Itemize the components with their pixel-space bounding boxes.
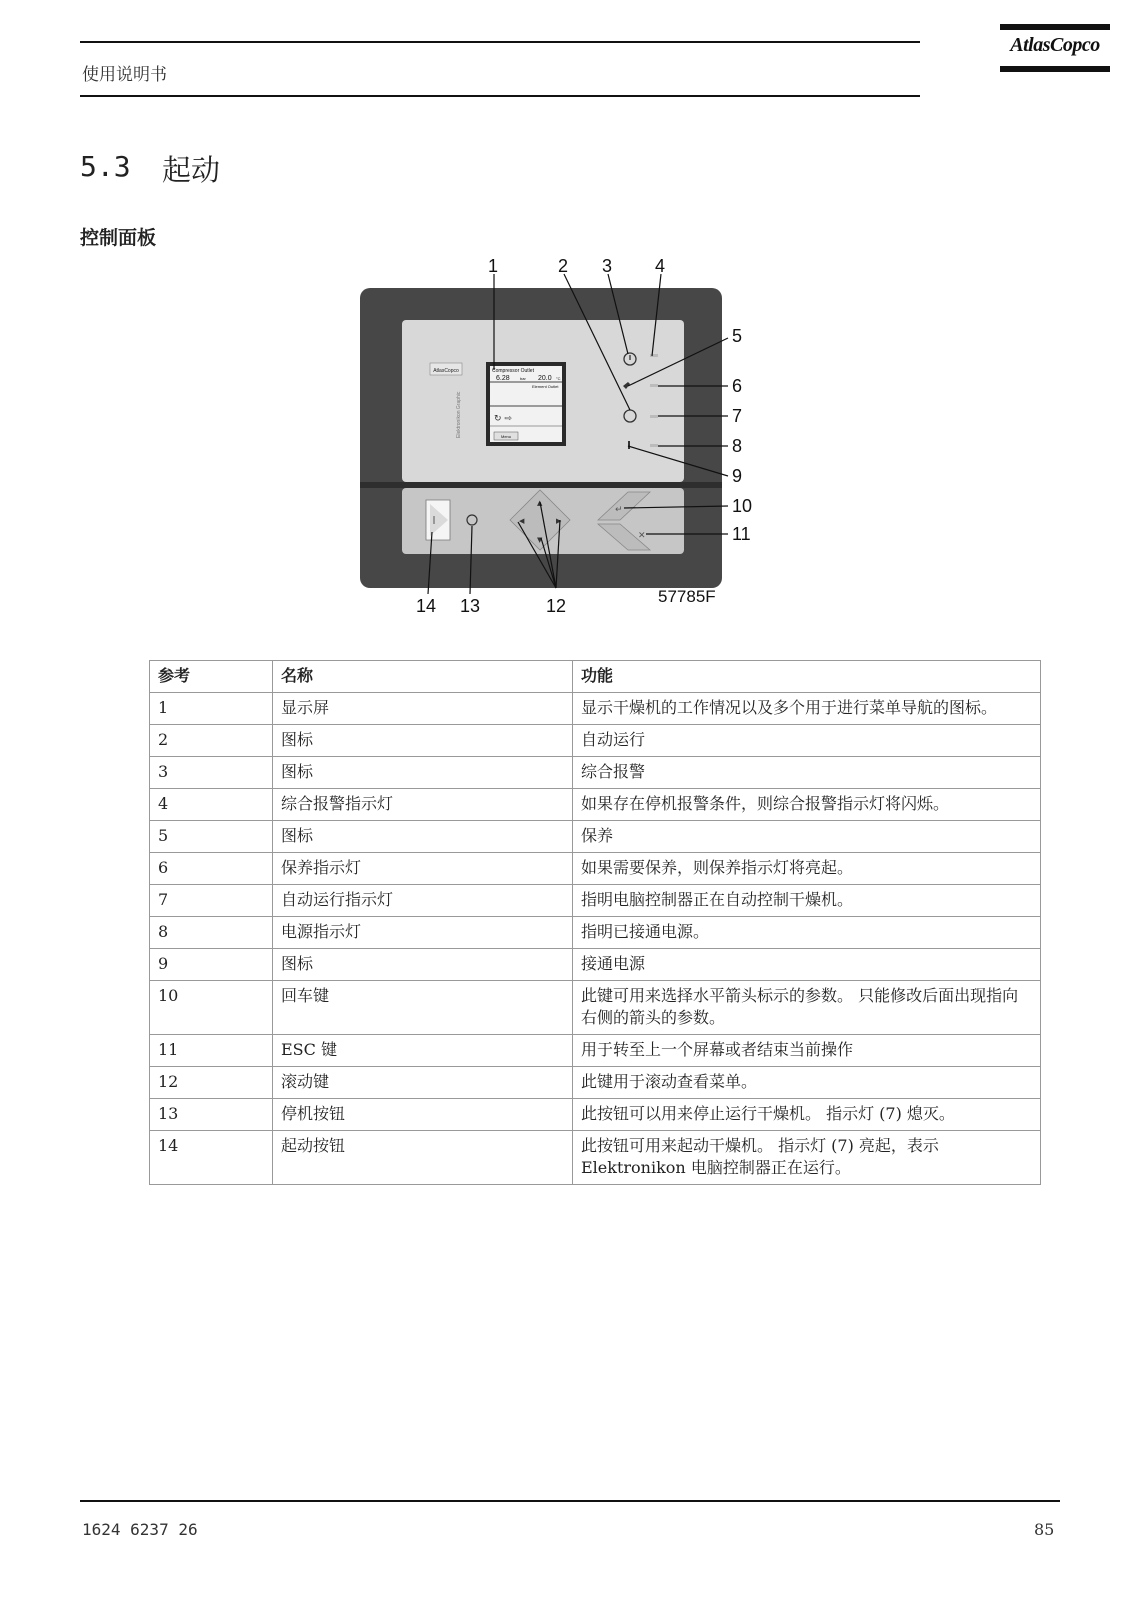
header-rule-bottom [80,95,920,97]
logo-text: AtlasCopco [1010,34,1100,56]
cell-ref: 8 [150,917,273,949]
section-number: 5.3 [80,150,131,183]
header-rule-top [80,41,920,43]
callout-7: 7 [732,406,743,426]
table-row [150,981,1041,1035]
table-row [150,757,1041,789]
reference-table [149,660,1041,1185]
cell-ref: 1 [150,693,273,725]
cell-name: 图标 [273,757,573,789]
cell-ref: 5 [150,821,273,853]
cell-ref: 13 [150,1099,273,1131]
svg-text:Elektronikon Graphic: Elektronikon Graphic [456,391,462,438]
cell-function: 此按钮可以用来停止运行干燥机。 指示灯 (7) 熄灭。 [573,1099,1041,1131]
callout-4: 4 [655,258,666,276]
screen-line-2: Element Outlet [532,384,559,389]
cell-ref: 7 [150,885,273,917]
screen-menu-label: Menu [500,434,512,439]
screen-unit-2: °C [556,376,561,381]
subsection-title: 控制面板 [80,227,157,249]
callout-11: 11 [732,524,751,544]
screen-value-2: 20.0 [538,375,552,382]
cell-ref: 6 [150,853,273,885]
cell-name: 自动运行指示灯 [273,885,573,917]
callout-8: 8 [732,436,743,456]
table-row [150,949,1041,981]
cell-function: 如果需要保养，则保养指示灯将亮起。 [573,853,1041,885]
cell-function: 此按钮可用来起动干燥机。 指示灯 (7) 亮起，表示 Elektronikon 电脑控制器正在运行。 [573,1131,1041,1185]
cell-name: 综合报警指示灯 [273,789,573,821]
cell-name: 图标 [273,821,573,853]
callout-13: 13 [460,596,481,616]
cell-name: 电源指示灯 [273,917,573,949]
callout-3: 3 [602,258,613,276]
cell-function: 显示干燥机的工作情况以及多个用于进行菜单导航的图标。 [573,693,1041,725]
svg-text:↻ ⇨: ↻ ⇨ [494,414,512,424]
screen-unit-1: bar [520,376,526,381]
table-row [150,725,1041,757]
table-row [150,853,1041,885]
callout-14: 14 [416,596,437,616]
section-title: 起动 [162,153,221,187]
svg-text:▼: ▼ [537,536,543,544]
svg-text:▲: ▲ [537,499,543,507]
callout-2: 2 [558,258,569,276]
auto-run-led [650,415,658,418]
table-row [150,1131,1041,1185]
cell-ref: 2 [150,725,273,757]
svg-text:▶: ▶ [556,517,562,525]
atlas-copco-logo [1000,20,1110,76]
power-icon [628,441,630,449]
screen-line-1: Compressor Outlet [492,368,534,374]
svg-text:↵: ↵ [615,505,623,515]
callout-5: 5 [732,326,743,346]
table-row [150,1035,1041,1067]
svg-text:◀: ◀ [519,517,525,525]
table-row [150,917,1041,949]
callout-12: 12 [546,596,567,616]
document-title: 使用说明书 [82,65,167,85]
footer-rule [80,1500,1060,1502]
cell-ref: 10 [150,981,273,1035]
table-row [150,789,1041,821]
header-ref: 参考 [150,661,273,693]
cell-name: 显示屏 [273,693,573,725]
svg-text:✕: ✕ [638,531,646,541]
cell-ref: 14 [150,1131,273,1185]
power-led [650,444,658,447]
table-row [150,693,1041,725]
cell-function: 保养 [573,821,1041,853]
control-panel-figure [360,258,800,638]
cell-function: 自动运行 [573,725,1041,757]
alarm-led [650,354,658,357]
cell-function: 此键可用来选择水平箭头标示的参数。 只能修改后面出现指向右侧的箭头的参数。 [573,981,1041,1035]
cell-name: 停机按钮 [273,1099,573,1131]
cell-name: 起动按钮 [273,1131,573,1185]
cell-ref: 9 [150,949,273,981]
figure-code: 57785F [658,587,716,606]
cell-function: 如果存在停机报警条件，则综合报警指示灯将闪烁。 [573,789,1041,821]
cell-ref: 12 [150,1067,273,1099]
table-row [150,1067,1041,1099]
table-row [150,885,1041,917]
callout-6: 6 [732,376,743,396]
cell-ref: 3 [150,757,273,789]
cell-function: 此键用于滚动查看菜单。 [573,1067,1041,1099]
callout-10: 10 [732,496,753,516]
callout-9: 9 [732,466,743,486]
callout-1: 1 [488,258,499,276]
cell-name: 图标 [273,725,573,757]
header-name: 名称 [273,661,573,693]
cell-name: 滚动键 [273,1067,573,1099]
cell-name: 保养指示灯 [273,853,573,885]
cell-name: 图标 [273,949,573,981]
cell-name: 回车键 [273,981,573,1035]
service-led [650,384,658,387]
screen-value-1: 6.28 [496,375,510,382]
cell-function: 指明已接通电源。 [573,917,1041,949]
cell-function: 综合报警 [573,757,1041,789]
cell-ref: 11 [150,1035,273,1067]
cell-ref: 4 [150,789,273,821]
cell-function: 接通电源 [573,949,1041,981]
header-function: 功能 [573,661,1041,693]
small-brand-text: AtlasCopco [433,368,459,374]
cell-function: 指明电脑控制器正在自动控制干燥机。 [573,885,1041,917]
page-number: 85 [1034,1520,1055,1539]
table-row [150,1099,1041,1131]
cell-function: 用于转至上一个屏幕或者结束当前操作 [573,1035,1041,1067]
table-row [150,821,1041,853]
document-number: 1624 6237 26 [82,1520,198,1539]
table-header-row [150,661,1041,693]
cell-name: ESC 键 [273,1035,573,1067]
